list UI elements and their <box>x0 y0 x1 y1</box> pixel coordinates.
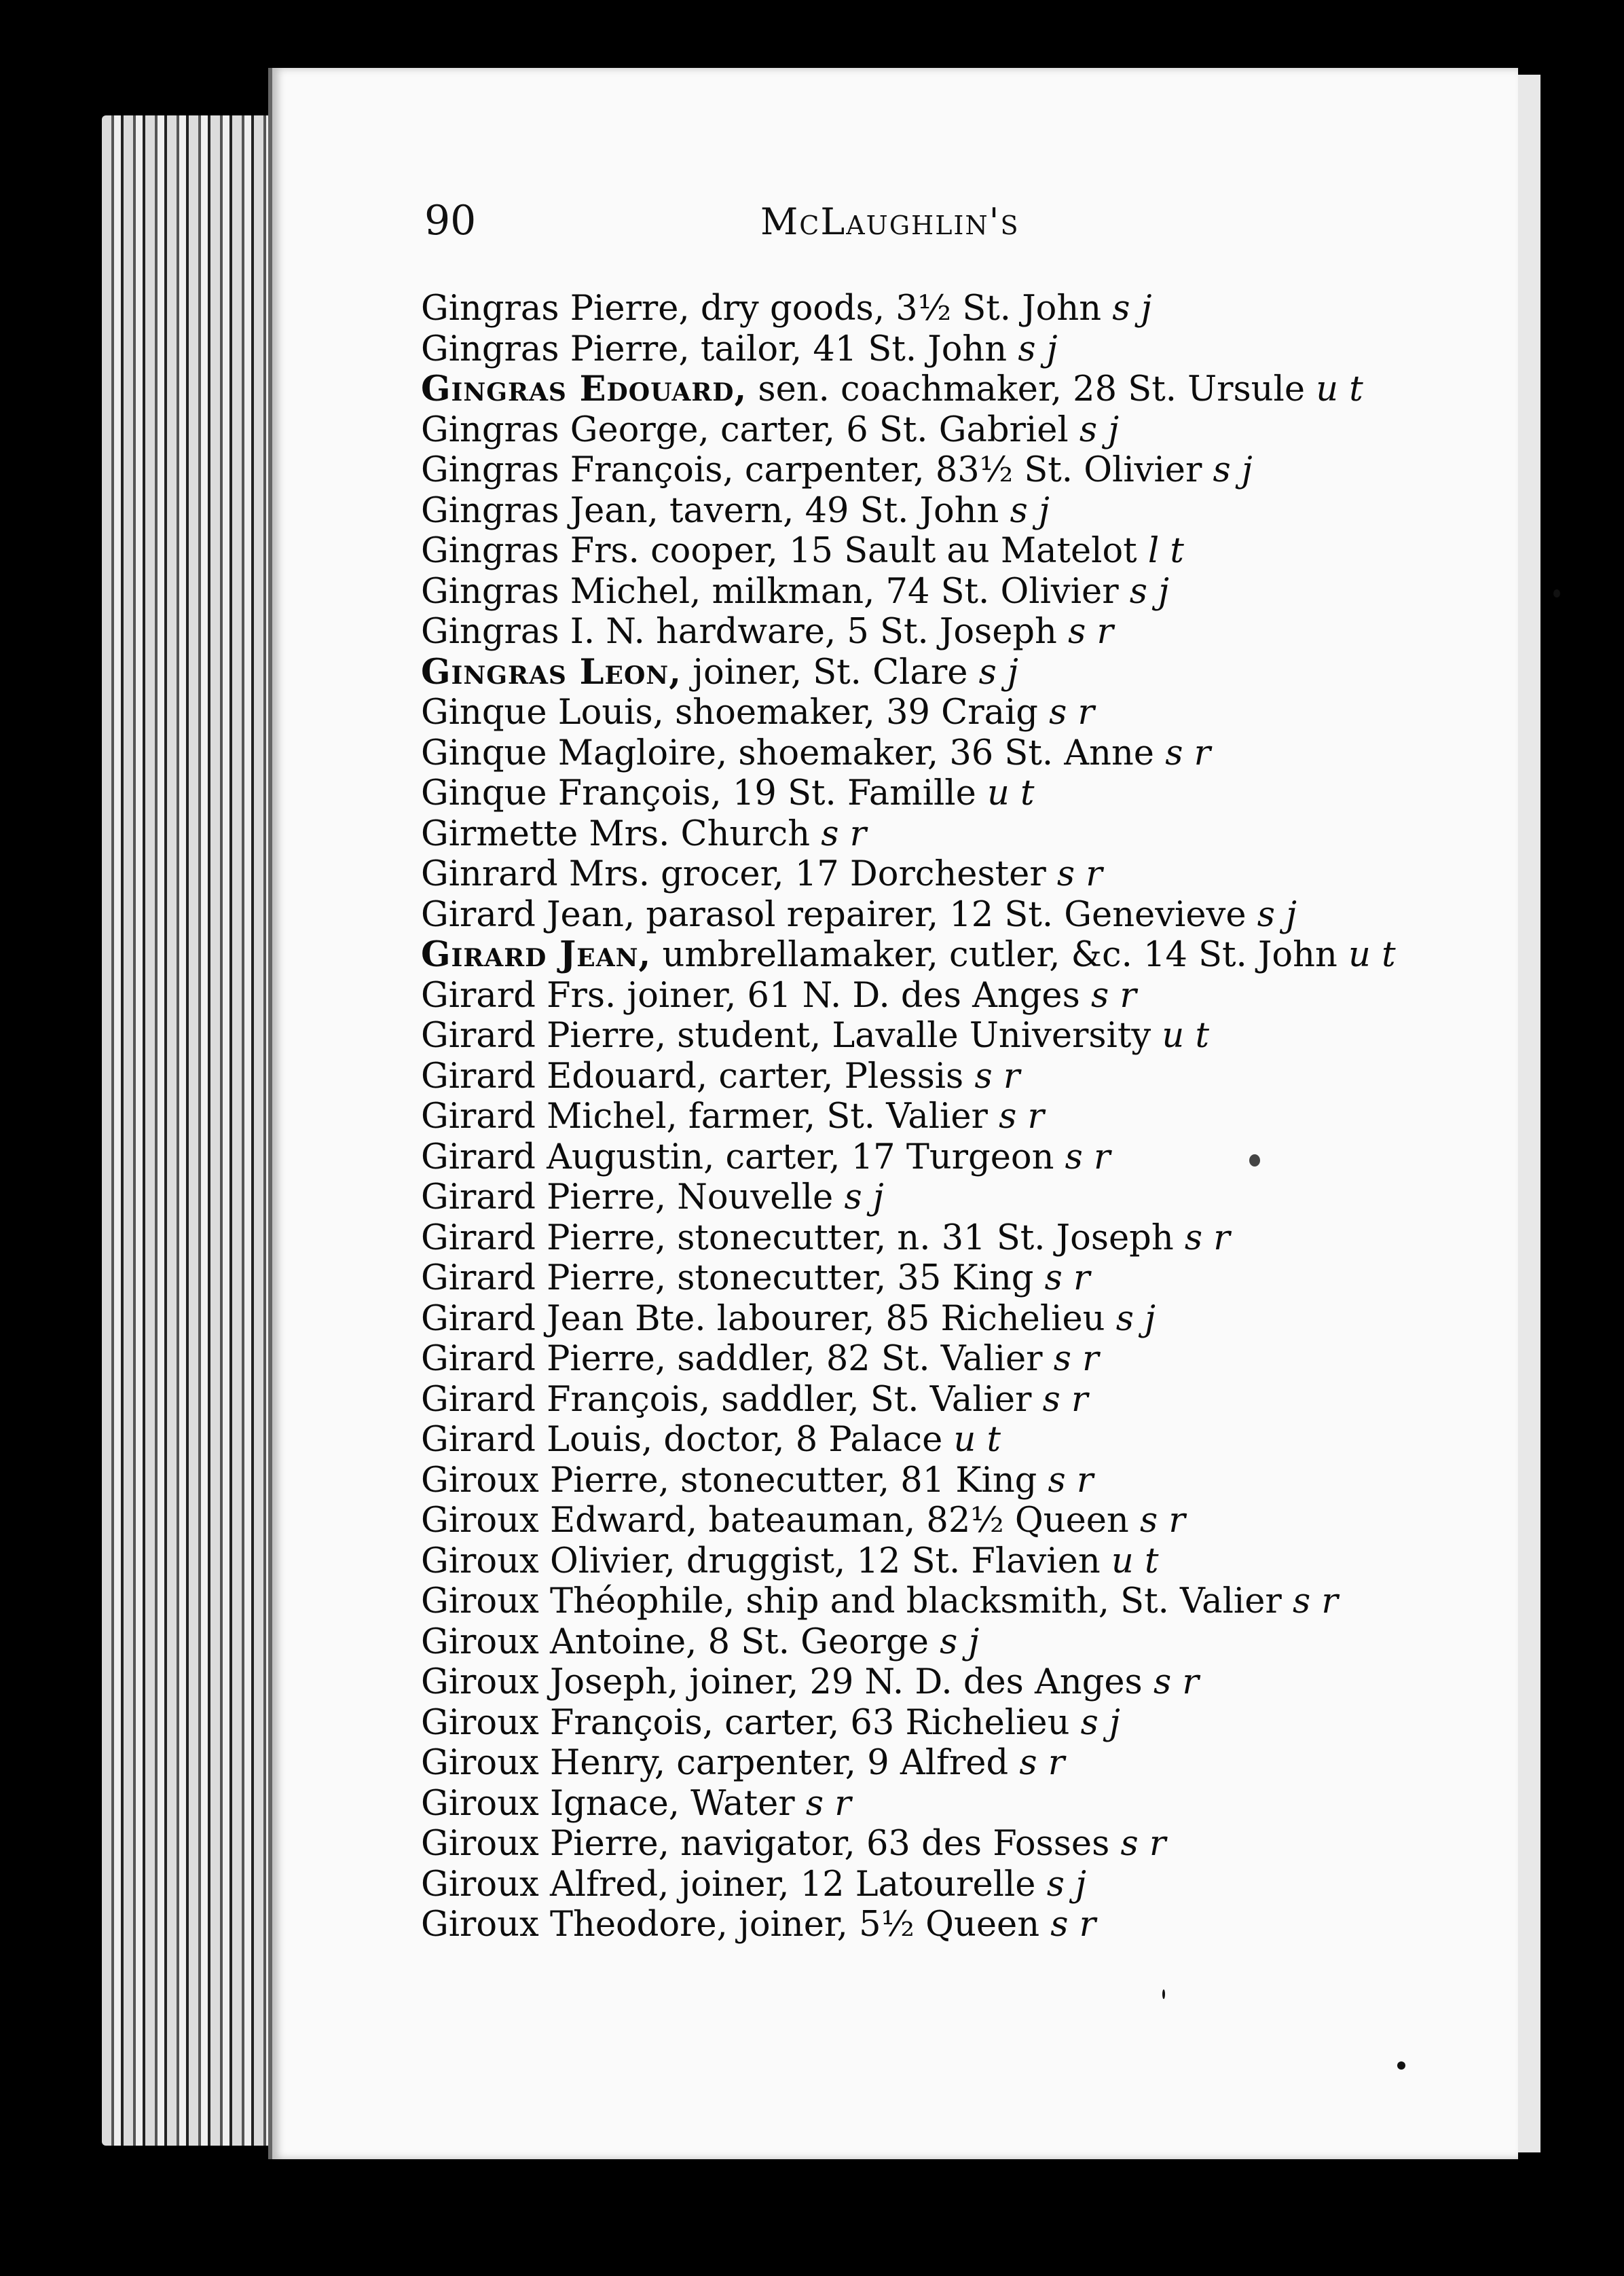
entry-detail: milkman, 74 St. Olivier <box>701 571 1119 612</box>
directory-entry <box>421 1784 1480 1824</box>
entry-location-code: s r <box>1042 1379 1088 1420</box>
entry-location-code: s r <box>1120 1824 1166 1864</box>
entry-name: Ginrard Mrs. <box>421 854 650 894</box>
entry-location-code: s r <box>1056 854 1103 894</box>
directory-entry <box>421 1258 1480 1299</box>
entry-name: Giroux Edward, <box>421 1501 698 1541</box>
entry-detail: joiner, St. Clare <box>681 652 968 693</box>
directory-entry <box>421 1218 1480 1259</box>
entry-name: Giroux Henry, <box>421 1743 666 1783</box>
entry-name: Giroux Ignace, <box>421 1783 680 1824</box>
entry-name: Girard Pierre, <box>421 1217 667 1258</box>
entry-detail: tailor, 41 St. John <box>689 329 1008 369</box>
entry-location-code: s r <box>1292 1581 1338 1621</box>
entry-name: Girard Frs. <box>421 975 616 1016</box>
entry-detail: carpenter, 83½ St. Olivier <box>733 450 1202 490</box>
entry-location-code: u t <box>953 1420 1001 1460</box>
entry-detail: stonecutter, 81 King <box>669 1460 1037 1501</box>
entry-location-code: s j <box>978 652 1018 693</box>
entry-detail: stonecutter, 35 King <box>666 1258 1034 1298</box>
directory-entry <box>421 612 1480 653</box>
directory-entry <box>421 369 1480 410</box>
entry-location-code: u t <box>986 773 1035 813</box>
entry-name: Girard Jean, <box>421 894 635 935</box>
entry-detail: hardware, 5 St. Joseph <box>644 612 1057 652</box>
entry-location-code: s r <box>1053 1339 1099 1379</box>
entry-detail: farmer, St. Valier <box>677 1097 988 1137</box>
entry-location-code: s r <box>1019 1743 1065 1783</box>
entry-detail: shoemaker, 39 Craig <box>663 693 1038 733</box>
entry-name: Girard Pierre, <box>421 1177 667 1217</box>
ink-speck <box>1553 589 1560 598</box>
entry-name: Gingras Edouard, <box>421 369 748 409</box>
entry-detail: Nouvelle <box>666 1177 834 1217</box>
directory-entry <box>421 572 1480 612</box>
entry-name: Giroux Théophile, <box>421 1581 735 1621</box>
entry-location-code: l t <box>1147 531 1184 571</box>
entry-detail: joiner, 5½ Queen <box>727 1905 1040 1945</box>
entry-name: Gingras Pierre, <box>421 289 690 329</box>
directory-entry <box>421 1097 1480 1137</box>
entry-detail: bateauman, 82½ Queen <box>697 1501 1129 1541</box>
directory-entry <box>421 491 1480 532</box>
entry-name: Girard Pierre, <box>421 1258 667 1298</box>
entry-name: Giroux Antoine, <box>421 1621 697 1662</box>
entry-location-code: s r <box>1165 733 1211 773</box>
entry-detail: saddler, St. Valier <box>710 1379 1032 1420</box>
directory-entry <box>421 653 1480 693</box>
entry-detail: tavern, 49 St. John <box>658 490 999 531</box>
entry-location-code: s j <box>1010 490 1050 531</box>
entry-detail: carpenter, 9 Alfred <box>665 1743 1009 1783</box>
directory-entry <box>421 1137 1480 1178</box>
entry-name: Girard Louis, <box>421 1420 653 1460</box>
entry-name: Gingras François, <box>421 450 734 490</box>
entry-detail: saddler, 82 St. Valier <box>666 1339 1043 1379</box>
entry-location-code: u t <box>1162 1016 1209 1056</box>
entry-name: Girard Pierre, <box>421 1016 667 1056</box>
entry-detail: sen. coachmaker, 28 St. Ursule <box>747 369 1306 409</box>
entry-name: Giroux François, <box>421 1702 714 1743</box>
directory-entry <box>421 410 1480 451</box>
entry-location-code: s j <box>1129 571 1169 612</box>
entry-location-code: s j <box>1079 409 1120 450</box>
entry-detail: ship and blacksmith, St. Valier <box>735 1581 1282 1621</box>
entry-detail: Church <box>669 813 811 854</box>
entry-detail: 19 St. Famille <box>721 773 976 813</box>
entry-location-code: s j <box>940 1621 980 1662</box>
directory-entry <box>421 450 1480 491</box>
directory-entries <box>421 289 1480 1945</box>
directory-entry <box>421 1622 1480 1663</box>
directory-entry <box>421 1299 1480 1340</box>
entry-location-code: s r <box>1091 975 1137 1016</box>
directory-entry <box>421 531 1480 572</box>
directory-entry <box>421 854 1480 895</box>
directory-entry <box>421 1177 1480 1218</box>
entry-location-code: s r <box>1048 1460 1094 1501</box>
entry-detail: parasol repairer, 12 St. Genevieve <box>635 894 1247 935</box>
entry-name: Gingras Michel, <box>421 571 701 612</box>
entry-location-code: s j <box>844 1177 884 1217</box>
entry-location-code: u t <box>1111 1541 1159 1581</box>
entry-location-code: s j <box>1112 289 1152 329</box>
entry-detail: umbrellamaker, cutler, &c. 14 St. John <box>651 935 1337 975</box>
directory-entry <box>421 1743 1480 1784</box>
entry-name: Girmette Mrs. <box>421 813 670 854</box>
entry-detail: carter, Plessis <box>707 1056 964 1097</box>
entry-name: Gingras Frs. <box>421 531 640 571</box>
directory-entry <box>421 773 1480 814</box>
entry-name: Giroux Pierre, <box>421 1824 669 1864</box>
directory-entry <box>421 976 1480 1016</box>
entry-name: Giroux Pierre, <box>421 1460 669 1501</box>
entry-detail: stonecutter, n. 31 St. Joseph <box>666 1217 1174 1258</box>
entry-name: Girard Edouard, <box>421 1056 708 1097</box>
entry-detail: doctor, 8 Palace <box>652 1420 943 1460</box>
entry-detail: cooper, 15 Sault au Matelot <box>639 531 1137 571</box>
entry-name: Giroux Theodore, <box>421 1905 728 1945</box>
entry-detail: 8 St. George <box>697 1621 929 1662</box>
directory-entry <box>421 1581 1480 1622</box>
entry-location-code: s r <box>821 813 867 854</box>
ink-speck <box>1249 1154 1260 1167</box>
entry-location-code: s j <box>1046 1864 1086 1905</box>
directory-entry <box>421 1339 1480 1380</box>
ink-speck <box>1162 1989 1165 1999</box>
ink-speck <box>1397 2061 1405 2070</box>
directory-entry <box>421 1501 1480 1541</box>
entry-name: Ginque Magloire, <box>421 733 728 773</box>
entry-detail: dry goods, 3½ St. John <box>689 289 1102 329</box>
directory-entry <box>421 1420 1480 1461</box>
directory-entry <box>421 1865 1480 1905</box>
entry-name: Gingras Leon, <box>421 651 682 693</box>
entry-location-code: s j <box>1018 329 1058 369</box>
entry-location-code: s j <box>1080 1702 1120 1743</box>
directory-entry <box>421 693 1480 733</box>
directory-entry <box>421 1824 1480 1865</box>
entry-name: Girard Pierre, <box>421 1339 667 1379</box>
entry-detail: carter, 17 Turgeon <box>714 1137 1054 1177</box>
entry-name: Ginque Louis, <box>421 693 664 733</box>
page-number: 90 <box>424 197 477 244</box>
entry-location-code: s j <box>1257 894 1297 935</box>
entry-name: Gingras George, <box>421 409 709 450</box>
entry-location-code: s r <box>1065 1137 1111 1177</box>
directory-entry <box>421 895 1480 936</box>
entry-detail: carter, 6 St. Gabriel <box>709 409 1069 450</box>
directory-entry <box>421 1057 1480 1097</box>
entry-name: Girard Augustin, <box>421 1137 715 1177</box>
entry-name: Girard François, <box>421 1379 711 1420</box>
entry-detail: carter, 63 Richelieu <box>713 1702 1070 1743</box>
entry-name: Girard Michel, <box>421 1097 678 1137</box>
directory-entry <box>421 1380 1480 1420</box>
entry-detail: student, Lavalle University <box>666 1016 1151 1056</box>
entry-detail: shoemaker, 36 St. Anne <box>727 733 1154 773</box>
entry-detail: labourer, 85 Richelieu <box>705 1298 1105 1339</box>
entry-name: Gingras Pierre, <box>421 329 690 369</box>
entry-location-code: s r <box>1184 1217 1230 1258</box>
entry-location-code: u t <box>1348 935 1396 975</box>
entry-name: Ginque François, <box>421 773 722 813</box>
directory-entry <box>421 1703 1480 1744</box>
directory-entry <box>421 1016 1480 1057</box>
entry-name: Girard Jean Bte. <box>421 1298 706 1339</box>
entry-name: Gingras I. N. <box>421 612 645 652</box>
entry-location-code: s r <box>1153 1662 1199 1702</box>
directory-entry <box>421 1905 1480 1945</box>
entry-location-code: s r <box>974 1056 1020 1097</box>
entry-detail: joiner, 61 N. D. des Anges <box>616 975 1080 1016</box>
entry-detail: grocer, 17 Dorchester <box>649 854 1046 894</box>
directory-entry <box>421 935 1480 976</box>
entry-location-code: s r <box>999 1097 1044 1137</box>
entry-location-code: s j <box>1115 1298 1156 1339</box>
entry-location-code: s r <box>1068 612 1113 652</box>
entry-location-code: s r <box>1140 1501 1185 1541</box>
entry-location-code: s j <box>1213 450 1253 490</box>
entry-location-code: s r <box>1049 693 1094 733</box>
entry-location-code: s r <box>1050 1905 1096 1945</box>
entry-name: Giroux Joseph, <box>421 1662 679 1702</box>
directory-entry <box>421 329 1480 370</box>
entry-detail: druggist, 12 St. Flavien <box>675 1541 1101 1581</box>
entry-name: Giroux Alfred, <box>421 1864 669 1905</box>
directory-entry <box>421 814 1480 855</box>
directory-entry <box>421 1461 1480 1501</box>
entry-name: Giroux Olivier, <box>421 1541 676 1581</box>
entry-location-code: u t <box>1316 369 1363 409</box>
entry-detail: Water <box>679 1783 795 1824</box>
directory-entry <box>421 733 1480 774</box>
entry-detail: joiner, 29 N. D. des Anges <box>678 1662 1143 1702</box>
directory-entry <box>421 1541 1480 1582</box>
entry-detail: joiner, 12 Latourelle <box>669 1864 1036 1905</box>
entry-detail: navigator, 63 des Fosses <box>669 1824 1110 1864</box>
entry-location-code: s r <box>805 1783 851 1824</box>
running-head: McLaughlin's <box>760 200 1020 243</box>
entry-name: Girard Jean, <box>421 934 652 975</box>
directory-entry <box>421 289 1480 329</box>
entry-name: Gingras Jean, <box>421 490 659 531</box>
directory-entry <box>421 1662 1480 1703</box>
entry-location-code: s r <box>1044 1258 1090 1298</box>
